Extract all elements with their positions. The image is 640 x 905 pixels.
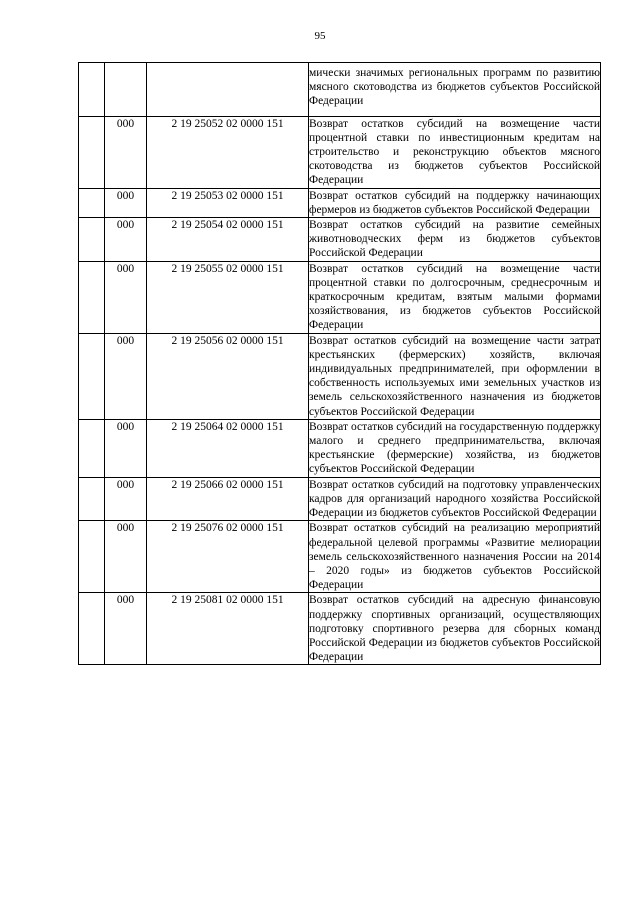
blank-cell [79,419,105,477]
blank-cell [79,63,105,117]
budget-code-cell: 2 19 25066 02 0000 151 [147,477,309,521]
blank-cell [79,477,105,521]
budget-code-cell: 2 19 25076 02 0000 151 [147,521,309,593]
table-row [79,188,601,217]
income-name-cell: Возврат остатков субсидий на возмещение части процентной ставки по инвестиционным кредитам на строительство и реконструкцию объектов мясного скотоводства из бюджетов субъектов Российской Федерации [309,117,600,187]
table-row [79,477,601,521]
admin-code-cell [105,63,147,117]
table-row [79,218,601,262]
income-name-cell: Возврат остатков субсидий на подготовку управленческих кадров для организаций народного хозяйства Российской Федерации из бюджетов субъектов Российской Федерации [309,478,600,520]
blank-cell [79,218,105,262]
income-name-cell: Возврат остатков субсидий на адресную финансовую поддержку спортивных организаций, осуществляющих подготовку спортивного резерва для сборных команд Российской Федерации из бюджетов субъектов Российской Федерации [309,594,600,664]
table-row [79,116,601,188]
budget-code-cell: 2 19 25054 02 0000 151 [147,218,309,262]
admin-code-cell: 000 [105,261,147,333]
blank-cell [79,116,105,188]
budget-code-cell: 2 19 25081 02 0000 151 [147,593,309,665]
blank-cell [79,333,105,419]
admin-code-cell: 000 [105,593,147,665]
income-name-cell: Возврат остатков субсидий на реализацию мероприятий федеральной целевой программы «Развитие мелиорации земель сельскохозяйственного назначения России на 2014 – 2020 годы» из бюджетов субъектов Российской Федерации [309,522,600,592]
table-row [79,63,601,117]
page-number: 95 [314,30,326,42]
budget-code-cell: 2 19 25055 02 0000 151 [147,261,309,333]
admin-code-cell: 000 [105,188,147,217]
admin-code-cell: 000 [105,116,147,188]
income-name-cell: Возврат остатков субсидий на развитие семейных животноводческих ферм из бюджетов субъектов Российской Федерации [309,219,600,260]
income-name-cell: Возврат остатков субсидий на возмещение части процентной ставки по долгосрочным, среднесрочным и краткосрочным кредитам, взятым малыми формами хозяйствования, из бюджетов субъектов Российской Федерации [309,262,600,332]
blank-cell [79,593,105,665]
blank-cell [79,188,105,217]
table-row [79,593,601,665]
budget-code-cell: 2 19 25056 02 0000 151 [147,333,309,419]
blank-cell [79,261,105,333]
table-row [79,261,601,333]
income-name-cell: Возврат остатков субсидий на поддержку начинающих фермеров из бюджетов субъектов Российской Федерации [309,189,600,216]
budget-codes-table [78,62,601,665]
table-row [79,521,601,593]
blank-cell [79,521,105,593]
income-name-cell: Возврат остатков субсидий на государственную поддержку малого и среднего предпринимательства, включая крестьянские (фермерские) хозяйства, из бюджетов субъектов Российской Федерации [309,420,600,476]
income-name-cell: мически значимых региональных программ по развитию мясного скотоводства из бюджетов субъектов Российской Федерации [309,63,601,117]
admin-code-cell: 000 [105,521,147,593]
admin-code-cell: 000 [105,419,147,477]
budget-code-cell: 2 19 25052 02 0000 151 [147,116,309,188]
admin-code-cell: 000 [105,333,147,419]
table-row [79,333,601,419]
income-name-cell: Возврат остатков субсидий на возмещение части затрат крестьянских (фермерских) хозяйств, включая индивидуальных предпринимателей, при оформлении в собственность используемых ими земельных участков из земель сельскохозяйственного назначения из бюджетов субъектов Российской Федерации [309,334,600,418]
admin-code-cell: 000 [105,218,147,262]
table-row [79,419,601,477]
budget-code-cell [147,63,309,117]
admin-code-cell: 000 [105,477,147,521]
budget-code-cell: 2 19 25064 02 0000 151 [147,419,309,477]
budget-code-cell: 2 19 25053 02 0000 151 [147,188,309,217]
